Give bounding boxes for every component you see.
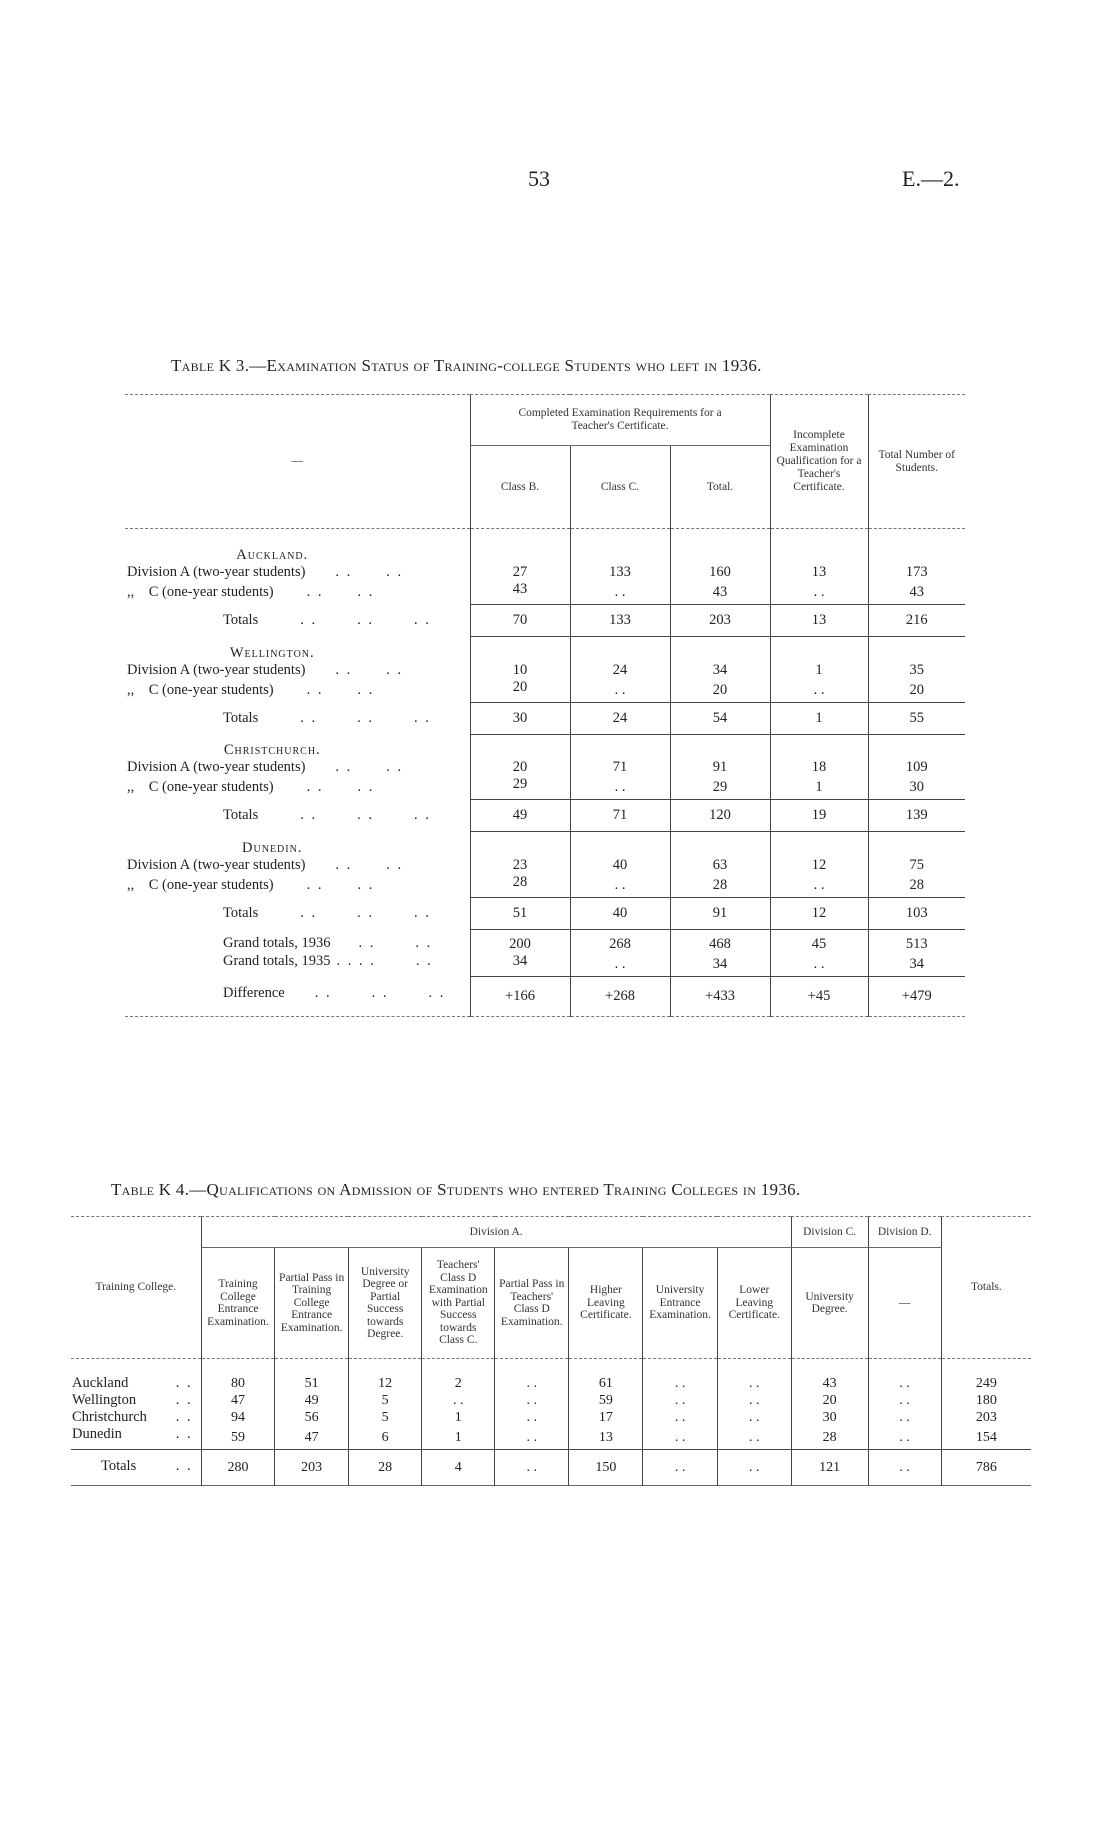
leader-dots: . . [415,952,433,969]
k4-cell: 2 [422,1375,495,1392]
k4-cell: . . [868,1392,941,1409]
leader-dots: . . [357,876,375,893]
k3-cell: 35 [868,662,965,679]
k3-cell: 29 [670,776,770,800]
k3-cell: 70 [470,605,570,637]
leader-dots: . . [300,612,318,628]
k3-cell: 120 [670,800,770,832]
k4-cell: 150 [569,1450,643,1486]
k3-cell: 34 [470,953,570,977]
table-k3-caption [171,356,762,376]
k3-cell: 27 [470,564,570,581]
k3-cell: 34 [868,953,965,977]
k4-cell: 80 [201,1375,275,1392]
k3-cell: 20 [868,679,965,703]
k3-class-b-header: Class B. [470,446,570,529]
k4-cell: . . [643,1375,718,1392]
k3-cell: 12 [770,897,868,929]
k3-cell: . . [770,581,868,605]
k3-cell: 71 [570,800,670,832]
k4-college-label: Christchurch [72,1409,147,1425]
k3-totals-row [125,702,965,734]
k4-col-header: Partial Pass in Teachers' Class D Examination. [495,1248,569,1359]
k3-cell: 468 [670,929,770,953]
k3-cell: +45 [770,976,868,1017]
k4-totals-header: Totals. [941,1217,1031,1359]
k3-cell: . . [570,874,670,898]
k3-completed-header: Completed Examination Requirements for a Teacher's Certificate. [470,395,770,446]
k3-cell: 23 [470,857,570,874]
k4-col-header: Partial Pass in Training College Entrance Examination. [275,1248,349,1359]
leader-dots: . . [386,564,404,580]
k4-cell: 203 [941,1409,1031,1426]
k3-total-header: Total. [670,446,770,529]
k3-cell: 29 [470,776,570,800]
k4-col-header: — [868,1248,941,1359]
table-k3-caption-text: —Examination Status of Training-college Students who left in 1936. [249,356,762,375]
k4-division-c-header: Division C. [791,1217,868,1248]
k4-row [71,1375,1031,1392]
k3-cell: 40 [570,857,670,874]
k4-cell: 6 [348,1426,422,1450]
table-k4-caption-prefix: Table K 4. [111,1180,190,1199]
k3-row [125,581,965,605]
k3-row-label: ,, C (one-year students) [127,779,274,796]
k3-cell: 30 [868,776,965,800]
k4-cell: . . [868,1375,941,1392]
k4-cell: . . [643,1409,718,1426]
k3-cell: 71 [570,759,670,776]
leader-dots: . . [335,661,353,678]
k3-row-label: Division A (two-year students) [127,564,306,580]
k4-cell: 49 [275,1392,349,1409]
k4-row [71,1392,1031,1409]
k4-col-header: Lower Leaving Certificate. [717,1248,791,1359]
k4-cell: 56 [275,1409,349,1426]
k3-cell: 10 [470,662,570,679]
k4-cell: 47 [201,1392,275,1409]
k4-cell: . . [717,1450,791,1486]
k3-totals-row [125,800,965,832]
k4-cell: . . [643,1392,718,1409]
leader-dots: . . [357,681,375,698]
k4-cell: 5 [348,1392,422,1409]
leader-dots: . . [386,759,404,775]
k3-cell: 513 [868,929,965,953]
leader-dots: . . [300,904,318,921]
k4-col-header: University Degree. [791,1248,868,1359]
leader-dots: . . [175,1409,193,1425]
leader-dots: . . . . [336,952,376,969]
k3-cell: 203 [670,605,770,637]
k4-cell: . . [868,1409,941,1426]
page-number: 53 [528,166,550,191]
k4-cell: 1 [422,1426,495,1450]
k4-col-header: Higher Leaving Certificate. [569,1248,643,1359]
k3-cell: 1 [770,662,868,679]
k3-row-label: Division A (two-year students) [127,759,306,775]
k3-cell: +433 [670,976,770,1017]
k3-cell: 139 [868,800,965,832]
k3-cell: 34 [670,953,770,977]
k3-group-christchurch: Christchurch. [223,742,321,758]
k4-cell: . . [495,1450,569,1486]
k4-cell: 94 [201,1409,275,1426]
k3-cell: 19 [770,800,868,832]
k3-cell: 20 [470,679,570,703]
k3-totals-label: Totals [223,807,259,823]
k3-cell: 13 [770,605,868,637]
k3-row [125,776,965,800]
k4-cell: 203 [275,1450,349,1486]
k4-division-d-header: Division D. [868,1217,941,1248]
leader-dots: . . [306,779,324,796]
k3-group-auckland: Auckland. [236,547,309,563]
k4-cell: . . [868,1450,941,1486]
leader-dots: . . [300,807,318,823]
k4-cell: . . [717,1409,791,1426]
k3-row-label: ,, C (one-year students) [127,876,274,893]
k4-col-header: University Entrance Examination. [643,1248,718,1359]
k3-cell: 55 [868,702,965,734]
leader-dots: . . [357,709,374,726]
leader-dots: . . [413,612,431,628]
k3-cell: 216 [868,605,965,637]
k3-class-c-header: Class C. [570,446,670,529]
k3-cell: 268 [570,929,670,953]
leader-dots: . . [335,564,353,580]
k4-cell: 51 [275,1375,349,1392]
leader-dots: . . [357,779,375,796]
k3-cell: . . [570,679,670,703]
k3-cell: 24 [570,662,670,679]
k4-college-label: Wellington [72,1392,137,1408]
k3-cell: 18 [770,759,868,776]
k3-cell: 75 [868,857,965,874]
k4-cell: . . [643,1426,718,1450]
leader-dots: . . [314,985,332,1001]
table-k4-caption-text: —Qualifications on Admission of Students who entered Training Colleges in 1936. [189,1180,801,1199]
leader-dots: . . [371,985,389,1001]
k3-cell: 20 [670,679,770,703]
k3-cell: +268 [570,976,670,1017]
k3-cell: . . [570,953,670,977]
k3-totals-row [125,605,965,637]
k3-cell: 91 [670,759,770,776]
k4-row [71,1426,1031,1450]
k4-cell: 47 [275,1426,349,1450]
leader-dots: . . [413,904,431,921]
k3-cell: 160 [670,564,770,581]
k3-row [125,759,965,776]
k3-cell: 103 [868,897,965,929]
k4-cell: 17 [569,1409,643,1426]
k4-college-header: Training College. [71,1217,201,1359]
leader-dots: . . [386,661,404,678]
k3-cell: 1 [770,776,868,800]
leader-dots: . . [413,807,431,823]
k4-cell: . . [495,1375,569,1392]
k4-cell: 28 [791,1426,868,1450]
k3-cell: . . [770,679,868,703]
k3-group-wellington: Wellington. [229,644,315,661]
leader-dots: . . [175,1426,193,1442]
k4-cell: 154 [941,1426,1031,1450]
k3-row [125,874,965,898]
k3-group-dunedin: Dunedin. [242,839,303,856]
k3-cell: 54 [670,702,770,734]
k3-cell: 63 [670,857,770,874]
k3-totals-label: Totals [223,709,259,726]
k4-cell: . . [717,1392,791,1409]
k3-cell: 133 [570,605,670,637]
k3-cell: 43 [670,581,770,605]
table-k4 [71,1216,1031,1486]
leader-dots: . . [428,985,446,1001]
k3-row-label: Division A (two-year students) [127,661,306,678]
k4-cell: . . [422,1392,495,1409]
k3-cell: 34 [670,662,770,679]
k4-cell: 249 [941,1375,1031,1392]
k3-cell: 45 [770,929,868,953]
leader-dots: . . [357,612,374,628]
k4-cell: 61 [569,1375,643,1392]
leader-dots: . . [306,876,324,893]
k3-row-label: Division A (two-year students) [127,856,306,873]
k3-totals-label: Totals [223,612,259,628]
k3-row [125,564,965,581]
k4-college-label: Auckland [72,1375,129,1391]
k4-cell: . . [868,1426,941,1450]
k3-cell: 49 [470,800,570,832]
leader-dots: . . [413,709,431,726]
k4-division-a-header: Division A. [201,1217,791,1248]
k3-row [125,662,965,679]
k4-cell: 786 [941,1450,1031,1486]
k3-grand-totals-1936-row [125,929,965,953]
leader-dots: . . [358,935,376,952]
k3-cell: +166 [470,976,570,1017]
k4-cell: 12 [348,1375,422,1392]
leader-dots: . . [175,1458,193,1474]
k3-cell: +479 [868,976,965,1017]
k3-cell: 91 [670,897,770,929]
k4-row [71,1409,1031,1426]
k4-cell: 4 [422,1450,495,1486]
k4-col-header: Training College Entrance Examination. [201,1248,275,1359]
k4-cell: 1 [422,1409,495,1426]
k3-cell: 13 [770,564,868,581]
page-reference: E.—2. [902,166,960,191]
k4-cell: . . [495,1409,569,1426]
k3-cell: 43 [470,581,570,605]
k4-totals-label: Totals [101,1458,137,1474]
k3-row [125,857,965,874]
k3-cell: . . [570,776,670,800]
k3-row-label: ,, C (one-year students) [127,584,274,601]
k3-incomplete-header: Incomplete Examination Qualification for a Teacher's Certificate. [770,395,868,529]
k3-difference-label: Difference [223,985,285,1001]
k3-cell: 30 [470,702,570,734]
k3-cell: . . [770,953,868,977]
k4-totals-row [71,1450,1031,1486]
k3-cell: 28 [868,874,965,898]
k3-difference-row [125,976,965,1017]
leader-dots: . . [386,856,404,873]
k3-cell: 40 [570,897,670,929]
leader-dots: . . [357,904,374,921]
k4-cell: 20 [791,1392,868,1409]
k4-cell: 28 [348,1450,422,1486]
table-k3 [125,394,965,1017]
k4-college-label: Dunedin [72,1426,122,1442]
k4-cell: . . [717,1426,791,1450]
k4-cell: 13 [569,1426,643,1450]
k3-cell: 28 [670,874,770,898]
k3-cell: 43 [868,581,965,605]
k4-cell: . . [643,1450,718,1486]
k4-cell: 43 [791,1375,868,1392]
k3-grand-totals-1935-row [125,953,965,977]
leader-dots: . . [175,1375,193,1391]
k4-cell: . . [495,1426,569,1450]
k3-cell: 20 [470,759,570,776]
leader-dots: . . [415,935,433,952]
k3-row [125,679,965,703]
k3-cell: 12 [770,857,868,874]
k4-cell: . . [495,1392,569,1409]
k4-cell: 59 [201,1426,275,1450]
leader-dots: . . [335,759,353,775]
leader-dots: . . [357,584,375,601]
k4-cell: 280 [201,1450,275,1486]
k4-col-header: Teachers' Class D Examination with Partial Success towards Class C. [422,1248,495,1359]
k3-cell: 28 [470,874,570,898]
leader-dots: . . [306,584,324,601]
k4-cell: 121 [791,1450,868,1486]
k3-cell: . . [570,581,670,605]
leader-dots: . . [306,681,324,698]
k4-cell: 59 [569,1392,643,1409]
leader-dots: . . [175,1392,193,1408]
table-k4-caption [111,1180,801,1200]
k3-grand-1936-label: Grand totals, 1936 [223,935,331,952]
k3-cell: 109 [868,759,965,776]
k3-totals-label: Totals [223,904,259,921]
k3-totals-row [125,897,965,929]
k3-cell: 51 [470,897,570,929]
k3-cell: 200 [470,929,570,953]
k4-cell: . . [717,1375,791,1392]
k3-cell: 173 [868,564,965,581]
k3-stub-header: — [125,395,470,529]
k4-cell: 5 [348,1409,422,1426]
k3-row-label: ,, C (one-year students) [127,681,274,698]
leader-dots: . . [357,807,374,823]
leader-dots: . . [335,856,353,873]
k3-cell: 24 [570,702,670,734]
k3-grand-1935-label: Grand totals, 1935 [223,952,331,969]
k3-cell: 1 [770,702,868,734]
leader-dots: . . [300,709,318,726]
k4-cell: 180 [941,1392,1031,1409]
k3-cell: . . [770,874,868,898]
k4-col-header: University Degree or Partial Success towards Degree. [348,1248,422,1359]
k3-cell: 133 [570,564,670,581]
k4-cell: 30 [791,1409,868,1426]
k3-total-number-header: Total Number of Students. [868,395,965,529]
table-k3-caption-prefix: Table K 3. [171,356,250,375]
